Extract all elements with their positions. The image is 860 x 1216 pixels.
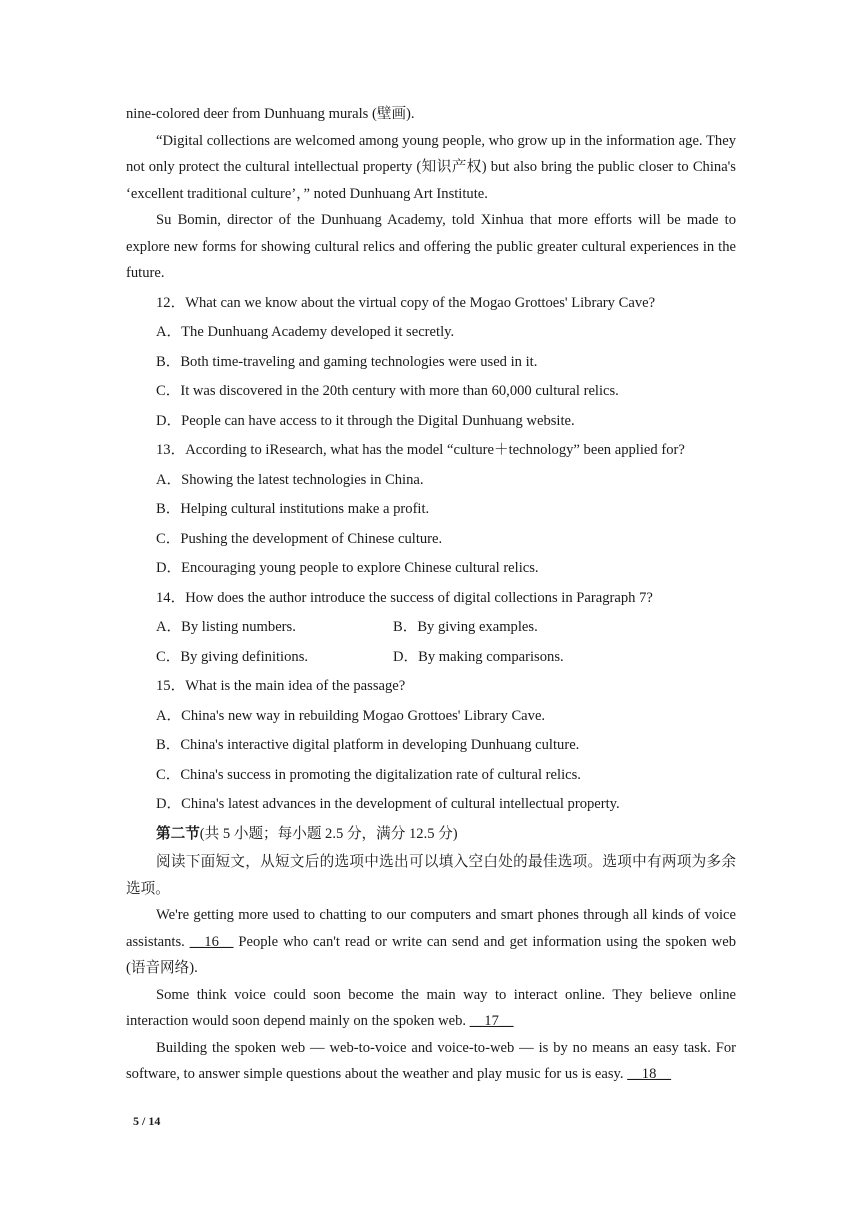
option-c: C．It was discovered in the 20th century with more than 60,000 cultural relics.: [156, 383, 619, 399]
option-a: A．By listing numbers.: [156, 619, 296, 635]
blank-18: __18__: [627, 1066, 671, 1082]
option-d: D．People can have access to it through the Digital Dunhuang website.: [156, 412, 575, 429]
question-stem: 14．How does the author introduce the success of digital collections in Paragraph 7?: [156, 589, 653, 606]
question-14: [126, 584, 736, 673]
option-b: B．China's interactive digital platform in developing Dunhuang culture.: [156, 737, 580, 753]
question-stem: 12．What can we know about the virtual copy of the Mogao Grottoes' Library Cave?: [156, 294, 656, 311]
option-d: D．China's latest advances in the development of cultural intellectual property.: [156, 796, 620, 812]
options-row-cd: [126, 643, 736, 673]
section-heading: [126, 820, 736, 850]
question-stem: 15．What is the main idea of the passage?: [156, 678, 406, 694]
question-stem: 13．According to iResearch, what has the model “culture＋technology” been applied for?: [156, 442, 685, 458]
option-d: D．Encouraging young people to explore Chinese cultural relics.: [156, 560, 539, 576]
cloze-paragraph-2: [126, 982, 736, 1035]
blank-16: __16__: [189, 933, 234, 950]
question-12: [126, 289, 736, 437]
section-instruction: 阅读下面短文，从短文后的选项中选出可以填入空白处的最佳选项。选项中有两项为多余选项。: [126, 854, 736, 897]
option-d: D．By making comparisons.: [393, 648, 564, 665]
cloze-text: We're getting more used to chatting to our computers and smart phones through all kinds of voice assistants.: [126, 907, 736, 950]
option-c: C．By giving definitions.: [156, 648, 309, 665]
option-b: B．By giving examples.: [393, 619, 538, 635]
cloze-text: Building the spoken web — web-to-voice and voice-to-web — is by no means an easy task. For software, to answer simple questions about the weather and play music for us is easy.: [126, 1039, 736, 1082]
section-title-bold: 第二节: [156, 825, 200, 842]
section-title-rest: (共 5 小题；每小题 2.5 分，满分 12.5 分): [199, 825, 458, 842]
cloze-paragraph-3: [126, 1035, 736, 1088]
option-a: A．Showing the latest technologies in China.: [156, 471, 424, 488]
option-b: B．Both time-traveling and gaming technologies were used in it.: [156, 353, 538, 370]
passage-paragraph-quote: “Digital collections are welcomed among young people, who grow up in the information age. They not only protect the cultural intellectual property (知识产权) but also bring the public closer to China's ‘excellent traditional culture’，” noted Dunhuang Art Institute.: [126, 132, 736, 202]
cloze-text: Some think voice could soon become the main way to interact online. They believe online interaction would soon depend mainly on the spoken web.: [126, 986, 736, 1029]
option-b: B．Helping cultural institutions make a profit.: [156, 501, 430, 517]
option-a: A．China's new way in rebuilding Mogao Grottoes' Library Cave.: [156, 707, 546, 724]
options-row-ab: [126, 613, 736, 643]
option-c: C．Pushing the development of Chinese culture.: [156, 530, 443, 547]
passage-line-continuation: nine-colored deer from Dunhuang murals (壁画).: [126, 106, 415, 122]
option-a: A．The Dunhuang Academy developed it secretly.: [156, 324, 455, 340]
cloze-paragraph-1: [126, 902, 736, 982]
option-c: C．China's success in promoting the digitalization rate of cultural relics.: [156, 766, 581, 783]
passage-paragraph-su-bomin: Su Bomin, director of the Dunhuang Academy, told Xinhua that more efforts will be made to explore new forms for showing cultural relics and offering the public greater cultural experiences in the future.: [126, 212, 736, 281]
blank-17: __17__: [469, 1013, 514, 1029]
question-15: [126, 672, 736, 820]
page-content: [126, 101, 736, 1088]
cloze-text: People who can't read or write can send and get information using the spoken web (语音网络).: [126, 933, 736, 976]
question-13: [126, 436, 736, 584]
page-number: 5 / 14: [133, 1114, 161, 1128]
